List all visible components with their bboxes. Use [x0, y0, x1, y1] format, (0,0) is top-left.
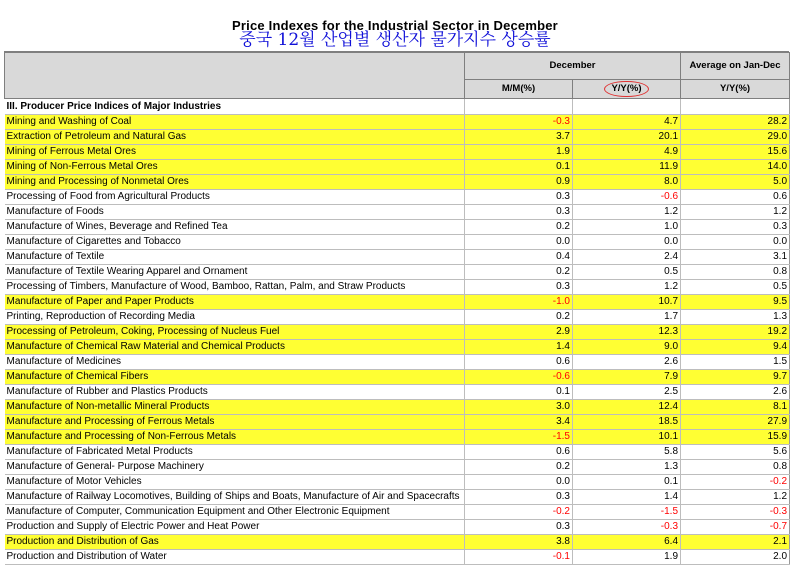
avg-value-cell[interactable]: 5.0: [681, 175, 790, 190]
yy-circle-annotation: Y/Y(%): [604, 81, 648, 97]
table-row: [5, 160, 790, 175]
yy-value-cell[interactable]: 8.0: [573, 175, 681, 190]
yy-value-cell[interactable]: 4.7: [573, 115, 681, 130]
mm-value-cell[interactable]: 0.3: [465, 490, 573, 505]
industry-name-cell[interactable]: Mining and Washing of Coal: [5, 115, 465, 130]
industry-name-cell[interactable]: Manufacture of Paper and Paper Products: [5, 295, 465, 310]
avg-value-cell[interactable]: 0.3: [681, 220, 790, 235]
mm-value-cell[interactable]: -0.6: [465, 370, 573, 385]
table-row: [5, 130, 790, 145]
header-mm[interactable]: M/M(%): [465, 80, 573, 99]
yy-value-cell[interactable]: 10.7: [573, 295, 681, 310]
avg-value-cell[interactable]: 9.7: [681, 370, 790, 385]
table-row: [5, 175, 790, 190]
mm-value-cell[interactable]: 0.1: [465, 160, 573, 175]
avg-value-cell[interactable]: 0.0: [681, 235, 790, 250]
avg-value-cell[interactable]: 9.5: [681, 295, 790, 310]
yy-value-cell[interactable]: 1.9: [573, 550, 681, 565]
industry-name-cell[interactable]: Manufacture of Cigarettes and Tobacco: [5, 235, 465, 250]
mm-value-cell[interactable]: 0.3: [465, 190, 573, 205]
section-title[interactable]: III. Producer Price Indices of Major Industries: [5, 99, 465, 115]
avg-value-cell[interactable]: -0.3: [681, 505, 790, 520]
yy-value-cell[interactable]: 9.0: [573, 340, 681, 355]
table-row: [5, 115, 790, 130]
industry-name-cell[interactable]: Manufacture of Fabricated Metal Products: [5, 445, 465, 460]
avg-value-cell[interactable]: 5.6: [681, 445, 790, 460]
avg-value-cell[interactable]: 1.3: [681, 310, 790, 325]
mm-value-cell[interactable]: 0.2: [465, 460, 573, 475]
industry-name-cell[interactable]: Manufacture of General- Purpose Machinery: [5, 460, 465, 475]
table-row: [5, 280, 790, 295]
mm-value-cell[interactable]: 0.3: [465, 520, 573, 535]
yy-value-cell[interactable]: 4.9: [573, 145, 681, 160]
table-row: [5, 520, 790, 535]
avg-value-cell[interactable]: 15.9: [681, 430, 790, 445]
mm-value-cell[interactable]: -0.1: [465, 550, 573, 565]
avg-value-cell[interactable]: 2.1: [681, 535, 790, 550]
yy-value-cell[interactable]: 6.4: [573, 535, 681, 550]
table-row: [5, 325, 790, 340]
table-row: [5, 415, 790, 430]
industry-name-cell[interactable]: Production and Supply of Electric Power and Heat Power: [5, 520, 465, 535]
yy-value-cell[interactable]: 20.1: [573, 130, 681, 145]
avg-value-cell[interactable]: 15.6: [681, 145, 790, 160]
mm-value-cell[interactable]: 0.2: [465, 220, 573, 235]
table-title-english: Price Indexes for the Industrial Sector in December: [232, 18, 558, 33]
yy-value-cell[interactable]: -0.6: [573, 190, 681, 205]
yy-value-cell[interactable]: 1.2: [573, 280, 681, 295]
yy-value-cell[interactable]: 2.4: [573, 250, 681, 265]
header-row-1: [5, 53, 790, 80]
table-row: [5, 235, 790, 250]
industry-name-cell[interactable]: Mining of Non-Ferrous Metal Ores: [5, 160, 465, 175]
industry-name-cell[interactable]: Manufacture of Computer, Communication Equipment and Other Electronic Equipment: [5, 505, 465, 520]
yy-value-cell[interactable]: 7.9: [573, 370, 681, 385]
avg-value-cell[interactable]: 0.8: [681, 265, 790, 280]
industry-name-cell[interactable]: Manufacture of Foods: [5, 205, 465, 220]
industry-name-cell[interactable]: Manufacture of Chemical Raw Material and Chemical Products: [5, 340, 465, 355]
avg-value-cell[interactable]: 2.0: [681, 550, 790, 565]
table-row: [5, 535, 790, 550]
avg-value-cell[interactable]: 1.2: [681, 490, 790, 505]
avg-value-cell[interactable]: 0.6: [681, 190, 790, 205]
industry-name-cell[interactable]: Mining of Ferrous Metal Ores: [5, 145, 465, 160]
yy-value-cell[interactable]: 12.3: [573, 325, 681, 340]
yy-value-cell[interactable]: 1.2: [573, 205, 681, 220]
table-row: [5, 220, 790, 235]
yy-value-cell[interactable]: 0.0: [573, 235, 681, 250]
mm-value-cell[interactable]: 0.0: [465, 475, 573, 490]
industry-name-cell[interactable]: Manufacture of Non-metallic Mineral Products: [5, 400, 465, 415]
table-row: [5, 385, 790, 400]
yy-value-cell[interactable]: 5.8: [573, 445, 681, 460]
yy-value-cell[interactable]: -1.5: [573, 505, 681, 520]
mm-value-cell[interactable]: 3.8: [465, 535, 573, 550]
avg-value-cell[interactable]: 14.0: [681, 160, 790, 175]
header-december[interactable]: December: [465, 53, 681, 80]
mm-value-cell[interactable]: 0.9: [465, 175, 573, 190]
yy-value-cell[interactable]: 12.4: [573, 400, 681, 415]
industry-name-cell[interactable]: Manufacture of Railway Locomotives, Building of Ships and Boats, Manufacture of Air and Spacecrafts: [5, 490, 465, 505]
yy-value-cell[interactable]: 1.7: [573, 310, 681, 325]
avg-value-cell[interactable]: -0.2: [681, 475, 790, 490]
yy-value-cell[interactable]: 1.3: [573, 460, 681, 475]
table-row: [5, 295, 790, 310]
section-empty-cell[interactable]: [681, 99, 790, 115]
industry-name-cell[interactable]: Manufacture of Motor Vehicles: [5, 475, 465, 490]
section-empty-cell[interactable]: [573, 99, 681, 115]
yy-value-cell[interactable]: 10.1: [573, 430, 681, 445]
yy-value-cell[interactable]: 0.5: [573, 265, 681, 280]
yy-value-cell[interactable]: 0.1: [573, 475, 681, 490]
table-row: [5, 265, 790, 280]
table-row: [5, 505, 790, 520]
avg-value-cell[interactable]: 0.5: [681, 280, 790, 295]
industry-name-cell[interactable]: Manufacture of Rubber and Plastics Products: [5, 385, 465, 400]
header-average[interactable]: Average on Jan-Dec: [681, 53, 790, 80]
avg-value-cell[interactable]: 19.2: [681, 325, 790, 340]
mm-value-cell[interactable]: 0.6: [465, 445, 573, 460]
table-row: [5, 430, 790, 445]
table-row: [5, 145, 790, 160]
yy-value-cell[interactable]: 18.5: [573, 415, 681, 430]
table-row: [5, 460, 790, 475]
avg-value-cell[interactable]: 8.1: [681, 400, 790, 415]
industry-name-cell[interactable]: Manufacture of Chemical Fibers: [5, 370, 465, 385]
avg-value-cell[interactable]: 1.2: [681, 205, 790, 220]
mm-value-cell[interactable]: -0.3: [465, 115, 573, 130]
mm-value-cell[interactable]: -1.0: [465, 295, 573, 310]
table-row: [5, 190, 790, 205]
yy-value-cell[interactable]: -0.3: [573, 520, 681, 535]
industry-name-cell[interactable]: Production and Distribution of Water: [5, 550, 465, 565]
mm-value-cell[interactable]: 0.1: [465, 385, 573, 400]
header-blank-cell: [5, 53, 465, 99]
mm-value-cell[interactable]: 3.4: [465, 415, 573, 430]
section-row: [5, 99, 790, 115]
avg-value-cell[interactable]: 1.5: [681, 355, 790, 370]
industry-name-cell[interactable]: Manufacture of Wines, Beverage and Refined Tea: [5, 220, 465, 235]
table-row: [5, 340, 790, 355]
mm-value-cell[interactable]: -0.2: [465, 505, 573, 520]
mm-value-cell[interactable]: 3.0: [465, 400, 573, 415]
mm-value-cell[interactable]: 2.9: [465, 325, 573, 340]
table-row: [5, 370, 790, 385]
section-empty-cell[interactable]: [465, 99, 573, 115]
header-yy-average[interactable]: Y/Y(%): [681, 80, 790, 99]
mm-value-cell[interactable]: -1.5: [465, 430, 573, 445]
table-row: [5, 250, 790, 265]
mm-value-cell[interactable]: 0.2: [465, 265, 573, 280]
industry-name-cell[interactable]: Processing of Petroleum, Coking, Processing of Nucleus Fuel: [5, 325, 465, 340]
table-row: [5, 355, 790, 370]
industry-name-cell[interactable]: Processing of Food from Agricultural Products: [5, 190, 465, 205]
avg-value-cell[interactable]: 28.2: [681, 115, 790, 130]
avg-value-cell[interactable]: 9.4: [681, 340, 790, 355]
industry-name-cell[interactable]: Manufacture and Processing of Non-Ferrous Metals: [5, 430, 465, 445]
table-row: [5, 475, 790, 490]
yy-value-cell[interactable]: 11.9: [573, 160, 681, 175]
mm-value-cell[interactable]: 1.9: [465, 145, 573, 160]
yy-value-cell[interactable]: 1.0: [573, 220, 681, 235]
avg-value-cell[interactable]: 2.6: [681, 385, 790, 400]
avg-value-cell[interactable]: 27.9: [681, 415, 790, 430]
avg-value-cell[interactable]: 29.0: [681, 130, 790, 145]
mm-value-cell[interactable]: 1.4: [465, 340, 573, 355]
industry-name-cell[interactable]: Processing of Timbers, Manufacture of Wood, Bamboo, Rattan, Palm, and Straw Products: [5, 280, 465, 295]
industry-name-cell[interactable]: Production and Distribution of Gas: [5, 535, 465, 550]
header-yy[interactable]: [573, 80, 681, 99]
avg-value-cell[interactable]: 3.1: [681, 250, 790, 265]
avg-value-cell[interactable]: 0.8: [681, 460, 790, 475]
table-title-korean: 중국 12월 산업별 생산자 물가지수 상승률: [239, 30, 551, 50]
yy-value-cell[interactable]: 1.4: [573, 490, 681, 505]
industry-name-cell[interactable]: Mining and Processing of Nonmetal Ores: [5, 175, 465, 190]
mm-value-cell[interactable]: 0.0: [465, 235, 573, 250]
yy-value-cell[interactable]: 2.5: [573, 385, 681, 400]
industry-name-cell[interactable]: Printing, Reproduction of Recording Media: [5, 310, 465, 325]
industry-name-cell[interactable]: Extraction of Petroleum and Natural Gas: [5, 130, 465, 145]
table-row: [5, 400, 790, 415]
table-row: [5, 550, 790, 565]
mm-value-cell[interactable]: 0.3: [465, 280, 573, 295]
table-row: [5, 205, 790, 220]
yy-value-cell[interactable]: 2.6: [573, 355, 681, 370]
mm-value-cell[interactable]: 0.6: [465, 355, 573, 370]
industry-name-cell[interactable]: Manufacture and Processing of Ferrous Metals: [5, 415, 465, 430]
table-row: [5, 310, 790, 325]
price-index-table: [4, 52, 790, 565]
mm-value-cell[interactable]: 0.2: [465, 310, 573, 325]
mm-value-cell[interactable]: 0.4: [465, 250, 573, 265]
mm-value-cell[interactable]: 3.7: [465, 130, 573, 145]
industry-name-cell[interactable]: Manufacture of Medicines: [5, 355, 465, 370]
table-row: [5, 490, 790, 505]
mm-value-cell[interactable]: 0.3: [465, 205, 573, 220]
industry-name-cell[interactable]: Manufacture of Textile: [5, 250, 465, 265]
avg-value-cell[interactable]: -0.7: [681, 520, 790, 535]
table-row: [5, 445, 790, 460]
industry-name-cell[interactable]: Manufacture of Textile Wearing Apparel and Ornament: [5, 265, 465, 280]
